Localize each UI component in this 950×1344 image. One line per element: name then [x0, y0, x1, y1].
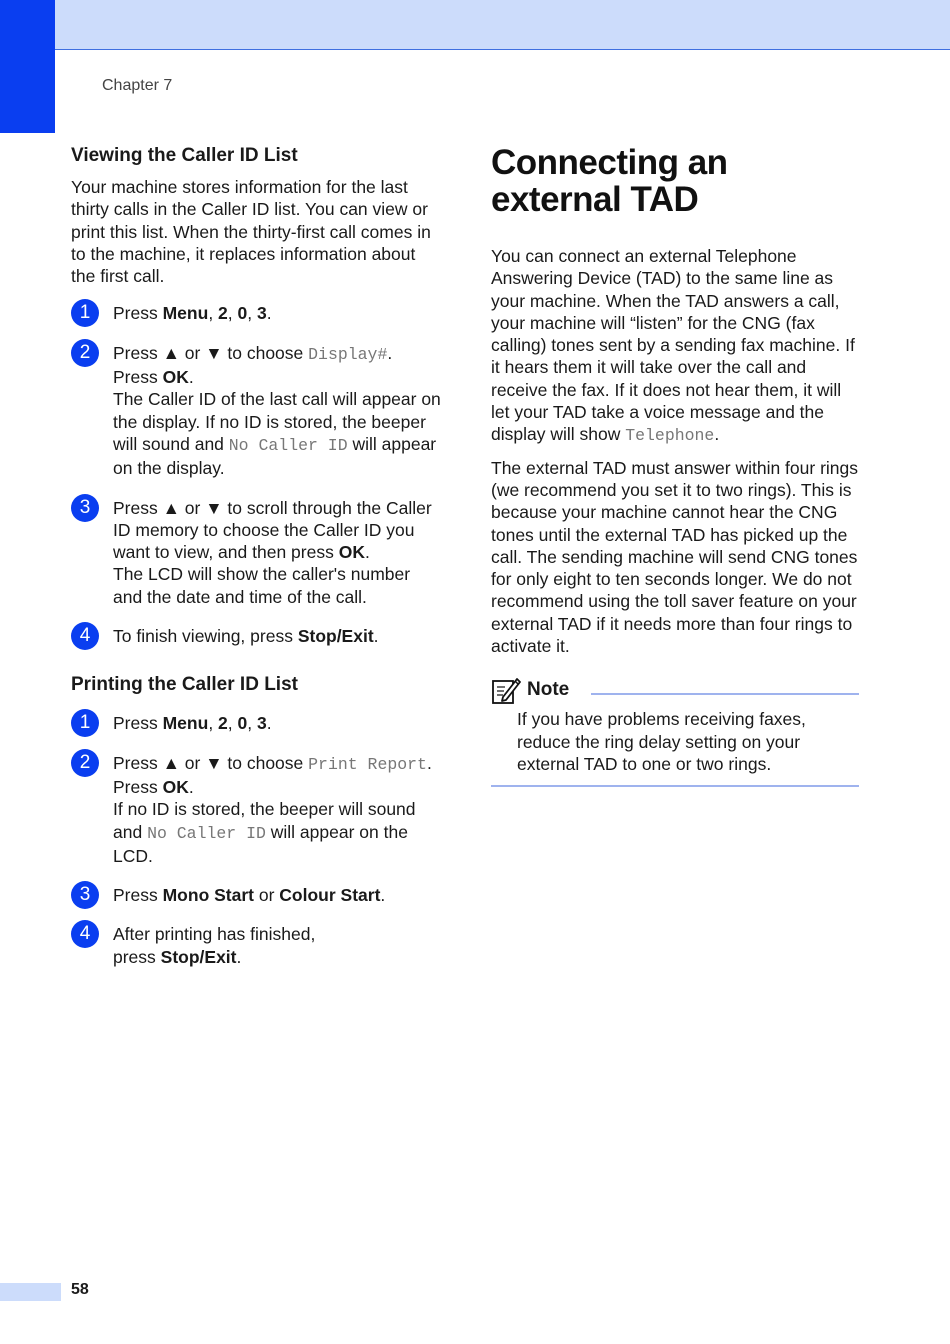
step-number-icon: 2: [71, 749, 99, 777]
step-number-icon: 3: [71, 494, 99, 522]
step-number-icon: 1: [71, 299, 99, 327]
step-number-icon: 2: [71, 339, 99, 367]
step-number-icon: 4: [71, 920, 99, 948]
step-item: [71, 752, 441, 867]
note-divider: [591, 693, 859, 695]
page-number: 58: [71, 1281, 89, 1298]
step-number-icon: 1: [71, 709, 99, 737]
note-header: [491, 673, 859, 707]
section-title-tad: Connecting an external TAD: [491, 143, 728, 219]
note-text: If you have problems receiving faxes, reduce the ring delay setting on your external TAD to one or two rings.: [517, 709, 806, 774]
step-item: [71, 884, 441, 906]
step-text: Press ▲ or ▼ to choose Print Report. Press OK. If no ID is stored, the beeper will sound and No Caller ID will appear on the LCD.: [113, 752, 432, 866]
right-column: [491, 144, 859, 787]
tad-paragraph-1: You can connect an external Telephone Answering Device (TAD) to the same line as your machine. When the TAD answers a call, your machine will “listen” for the CNG (fax calling) tones sent by a sending fax machine. If it hears them it will take over the call and receive the fax. If it does not hear them, it will let your TAD take a voice message and the display will show Telephone.: [491, 246, 855, 446]
header-band: [0, 0, 950, 50]
section-heading-printing: Printing the Caller ID List: [71, 674, 298, 696]
left-column: [71, 144, 441, 985]
step-text: Press Menu, 2, 0, 3.: [113, 713, 272, 734]
steps-printing: [71, 712, 441, 968]
note-label: Note: [527, 679, 570, 701]
step-item: [71, 625, 441, 647]
tad-paragraph-2: The external TAD must answer within four rings (we recommend you set it to two rings). This is because your machine cannot hear the CNG tones until the external TAD has picked up the call. The sending machine will send CNG tones for only eight to ten seconds longer. We do not recommend using the toll saver feature on your external TAD if it needs more than four rings to activate it.: [491, 457, 858, 657]
intro-paragraph: Your machine stores information for the last thirty calls in the Caller ID list. You can view or print this list. When the thirty-first call comes in to the machine, it replaces information about the first call.: [71, 177, 431, 287]
step-item: [71, 342, 441, 480]
note-body: [491, 708, 859, 775]
chapter-label: Chapter 7: [102, 77, 173, 94]
chapter-tab: [0, 0, 55, 133]
note-pencil-icon: [491, 675, 521, 705]
step-item: [71, 497, 441, 608]
step-text: Press Mono Start or Colour Start.: [113, 885, 386, 906]
steps-viewing: [71, 302, 441, 647]
footer-band: [0, 1283, 61, 1301]
step-number-icon: 4: [71, 622, 99, 650]
step-item: [71, 923, 441, 968]
step-text: To finish viewing, press Stop/Exit.: [113, 626, 379, 647]
step-number-icon: 3: [71, 881, 99, 909]
section-heading-viewing: Viewing the Caller ID List: [71, 145, 298, 166]
note-box: [491, 673, 859, 787]
step-item: [71, 712, 441, 734]
note-bottom-divider: [491, 785, 859, 787]
step-item: [71, 302, 441, 324]
step-text: Press ▲ or ▼ to scroll through the Caller ID memory to choose the Caller ID you want to view, and then press OK. The LCD will show the caller's number and the date and time of the call.: [113, 497, 432, 607]
step-text: Press ▲ or ▼ to choose Display#. Press OK. The Caller ID of the last call will appear on the display. If no ID is stored, the beeper will sound and No Caller ID will appear on the display.: [113, 342, 441, 479]
step-text: Press Menu, 2, 0, 3.: [113, 303, 272, 324]
step-text: After printing has finished, press Stop/Exit.: [113, 924, 316, 967]
